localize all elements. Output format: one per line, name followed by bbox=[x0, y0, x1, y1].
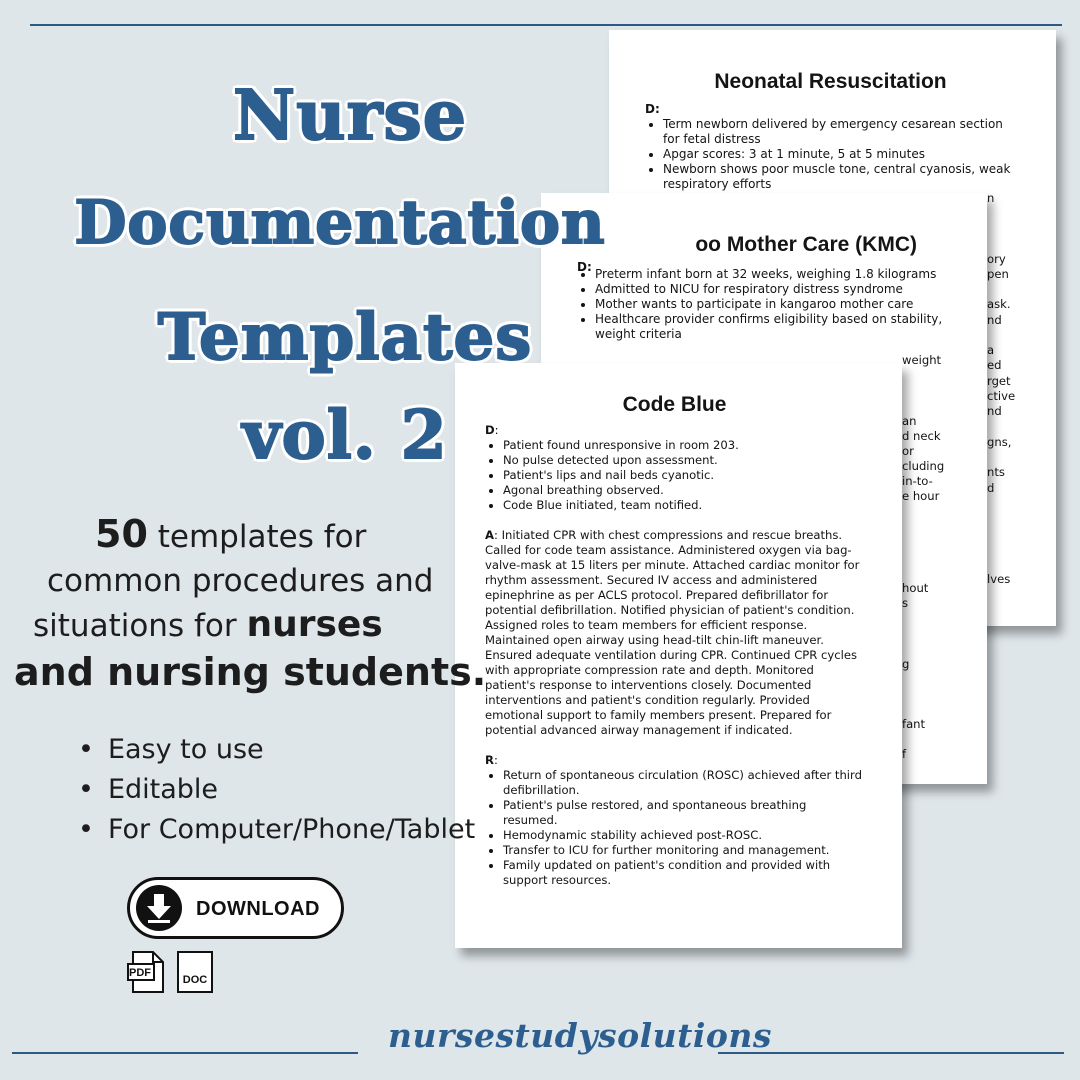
r-label: R bbox=[485, 753, 494, 767]
text-fragment: nd bbox=[987, 313, 1002, 327]
text-fragment: cluding bbox=[902, 459, 945, 473]
doc-file-icon bbox=[176, 950, 214, 994]
list-item: • Term newborn delivered by emergency cesarean section for fetal distress bbox=[663, 117, 1016, 147]
top-divider bbox=[30, 24, 1062, 26]
d-list bbox=[645, 117, 1016, 192]
d-list bbox=[577, 267, 947, 342]
feature-item: • For Computer/Phone/Tablet bbox=[78, 810, 475, 850]
code-blue-page: Code Blue D: • Patient found unresponsive in room 203. • No pulse detected upon assessment. • Patient's lips and nail beds cyanotic. • Agonal breathing observed. • Code Blue initiated, team notified. A: Initiated CPR with chest compressions and rescue breaths. Called for code team assistance. Administered oxygen via bag-valve-mask at 15 liters per minute. Attached cardiac monitor for rhythm assessment. Secured IV access and administered epinephrine as per ACLS protocol. Prepared defibrillator for potential defibrillation. Notified physician of patient's condition. Assigned roles to team members for efficient response. Maintained open airway using head-tilt chin-lift maneuver. Ensured adequate ventilation during CPR. Continued CPR cycles with appropriate compression rate and depth. Monitored patient's response to interventions closely. Documented interventions and patient's condition regularly. Provided emotional support to family members present. Prepared for potential advanced airway management if indicated. R: • Return of spontaneous circulation (ROSC) achieved after third defibrillation. • Patient's pulse restored, and spontaneous breathing resumed. • Hemodynamic stability achieved post-ROSC. • Transfer to ICU for further monitoring and management. • Family updated on patient's condition and provided with support resources. bbox=[455, 363, 902, 948]
list-item: • Return of spontaneous circulation (ROSC) achieved after third defibrillation. bbox=[503, 768, 864, 798]
list-item: • Newborn shows poor muscle tone, central cyanosis, weak respiratory efforts bbox=[663, 162, 1016, 192]
subtitle-line-4: and nursing students. bbox=[14, 650, 487, 694]
text-fragment: hout bbox=[902, 581, 929, 595]
nurses-emphasis: nurses bbox=[246, 604, 383, 645]
list-item: • Mother wants to participate in kangaroo mother care bbox=[595, 297, 947, 312]
text-fragment: ask. bbox=[987, 297, 1011, 311]
text-fragment: a bbox=[987, 343, 995, 357]
page-title: oo Mother Care (KMC) bbox=[695, 233, 917, 256]
brand-name: nursestudysolutions bbox=[388, 1016, 772, 1055]
text-fragment: d neck bbox=[902, 429, 941, 443]
text-fragment: an bbox=[902, 414, 917, 428]
r-list bbox=[485, 768, 864, 888]
feature-list bbox=[78, 730, 475, 850]
text-fragment: rget bbox=[987, 374, 1011, 388]
list-item: • Family updated on patient's condition and provided with support resources. bbox=[503, 858, 864, 888]
text-fragment: weight bbox=[902, 353, 942, 367]
title-line-3: Templates bbox=[157, 300, 533, 375]
text-fragment: f bbox=[902, 747, 907, 761]
page-title: Code Blue bbox=[622, 393, 727, 416]
list-item: • Patient found unresponsive in room 203. bbox=[503, 438, 864, 453]
subtitle-line-1 bbox=[95, 512, 366, 556]
text-fragment: d bbox=[987, 481, 995, 495]
list-item: • Patient's pulse restored, and spontaneous breathing resumed. bbox=[503, 798, 864, 828]
text-fragment: or bbox=[902, 444, 914, 458]
a-paragraph: : Initiated CPR with chest compressions and rescue breaths. Called for code team assistance. Administered oxygen via bag-valve-mask at 15 liters per minute. Attached cardiac monitor for rhythm assessment. Secured IV access and administered epinephrine as per ACLS protocol. Prepared defibrillator for potential defibrillation. Notified physician of patient's condition. Assigned roles to team members for efficient response. Maintained open airway using head-tilt chin-lift maneuver. Ensured adequate ventilation during CPR. Continued CPR cycles with appropriate compression rate and depth. Monitored patient's response to interventions closely. Documented interventions and patient's condition regularly. Provided emotional support to family members present. Prepared for potential advanced airway management if indicated. bbox=[485, 528, 860, 737]
feature-item: • Editable bbox=[78, 770, 475, 810]
text-fragment: ctive bbox=[987, 389, 1016, 403]
text-fragment: e hour bbox=[902, 489, 940, 503]
pdf-file-icon bbox=[127, 950, 165, 994]
text-fragment: g bbox=[902, 657, 910, 671]
subtitle-text: templates for bbox=[157, 519, 367, 555]
list-item: • Transfer to ICU for further monitoring and management. bbox=[503, 843, 864, 858]
text-fragment: fant bbox=[902, 717, 926, 731]
title-line-1: Nurse bbox=[233, 76, 467, 156]
list-item: • Apgar scores: 3 at 1 minute, 5 at 5 minutes bbox=[663, 147, 1016, 162]
subtitle-line-2: common procedures and bbox=[47, 563, 434, 599]
d-label: D: bbox=[577, 260, 592, 274]
list-item: • Healthcare provider confirms eligibility based on stability, weight criteria bbox=[595, 312, 947, 342]
doc-label: DOC bbox=[182, 974, 208, 986]
text-fragment: ory bbox=[987, 252, 1006, 266]
pdf-label: PDF bbox=[129, 967, 151, 979]
list-item: • No pulse detected upon assessment. bbox=[503, 453, 864, 468]
d-list bbox=[485, 438, 864, 513]
title-line-4: vol. 2 bbox=[242, 396, 448, 474]
download-label: DOWNLOAD bbox=[196, 898, 320, 920]
text-fragment: lves bbox=[987, 572, 1011, 586]
text-fragment: nts bbox=[987, 465, 1005, 479]
download-arrow-icon bbox=[136, 885, 182, 931]
list-item: • Hemodynamic stability achieved post-ROSC. bbox=[503, 828, 864, 843]
d-label: D bbox=[485, 423, 495, 437]
list-item: • Agonal breathing observed. bbox=[503, 483, 864, 498]
list-item: • Patient's lips and nail beds cyanotic. bbox=[503, 468, 864, 483]
title-line-2: Documentation bbox=[74, 188, 606, 258]
text-fragment: s bbox=[902, 596, 909, 610]
list-item: • Code Blue initiated, team notified. bbox=[503, 498, 864, 513]
text-fragment: in-to- bbox=[902, 474, 933, 488]
subtitle-line-3 bbox=[33, 604, 383, 645]
page-title: Neonatal Resuscitation bbox=[714, 70, 947, 93]
text-fragment: nd bbox=[987, 404, 1002, 418]
list-item: • Admitted to NICU for respiratory distress syndrome bbox=[595, 282, 947, 297]
subtitle-text: situations for bbox=[33, 608, 237, 644]
text-fragment: pen bbox=[987, 267, 1009, 281]
text-fragment: n bbox=[987, 191, 995, 205]
list-item: • Preterm infant born at 32 weeks, weighing 1.8 kilograms bbox=[595, 267, 947, 282]
text-fragment: gns, bbox=[987, 435, 1012, 449]
template-count: 50 bbox=[95, 512, 148, 556]
bottom-left-divider bbox=[12, 1052, 358, 1054]
d-label: D: bbox=[645, 102, 660, 116]
a-label: A bbox=[485, 528, 494, 542]
feature-item: • Easy to use bbox=[78, 730, 475, 770]
download-button[interactable] bbox=[127, 877, 344, 939]
text-fragment: ed bbox=[987, 358, 1002, 372]
